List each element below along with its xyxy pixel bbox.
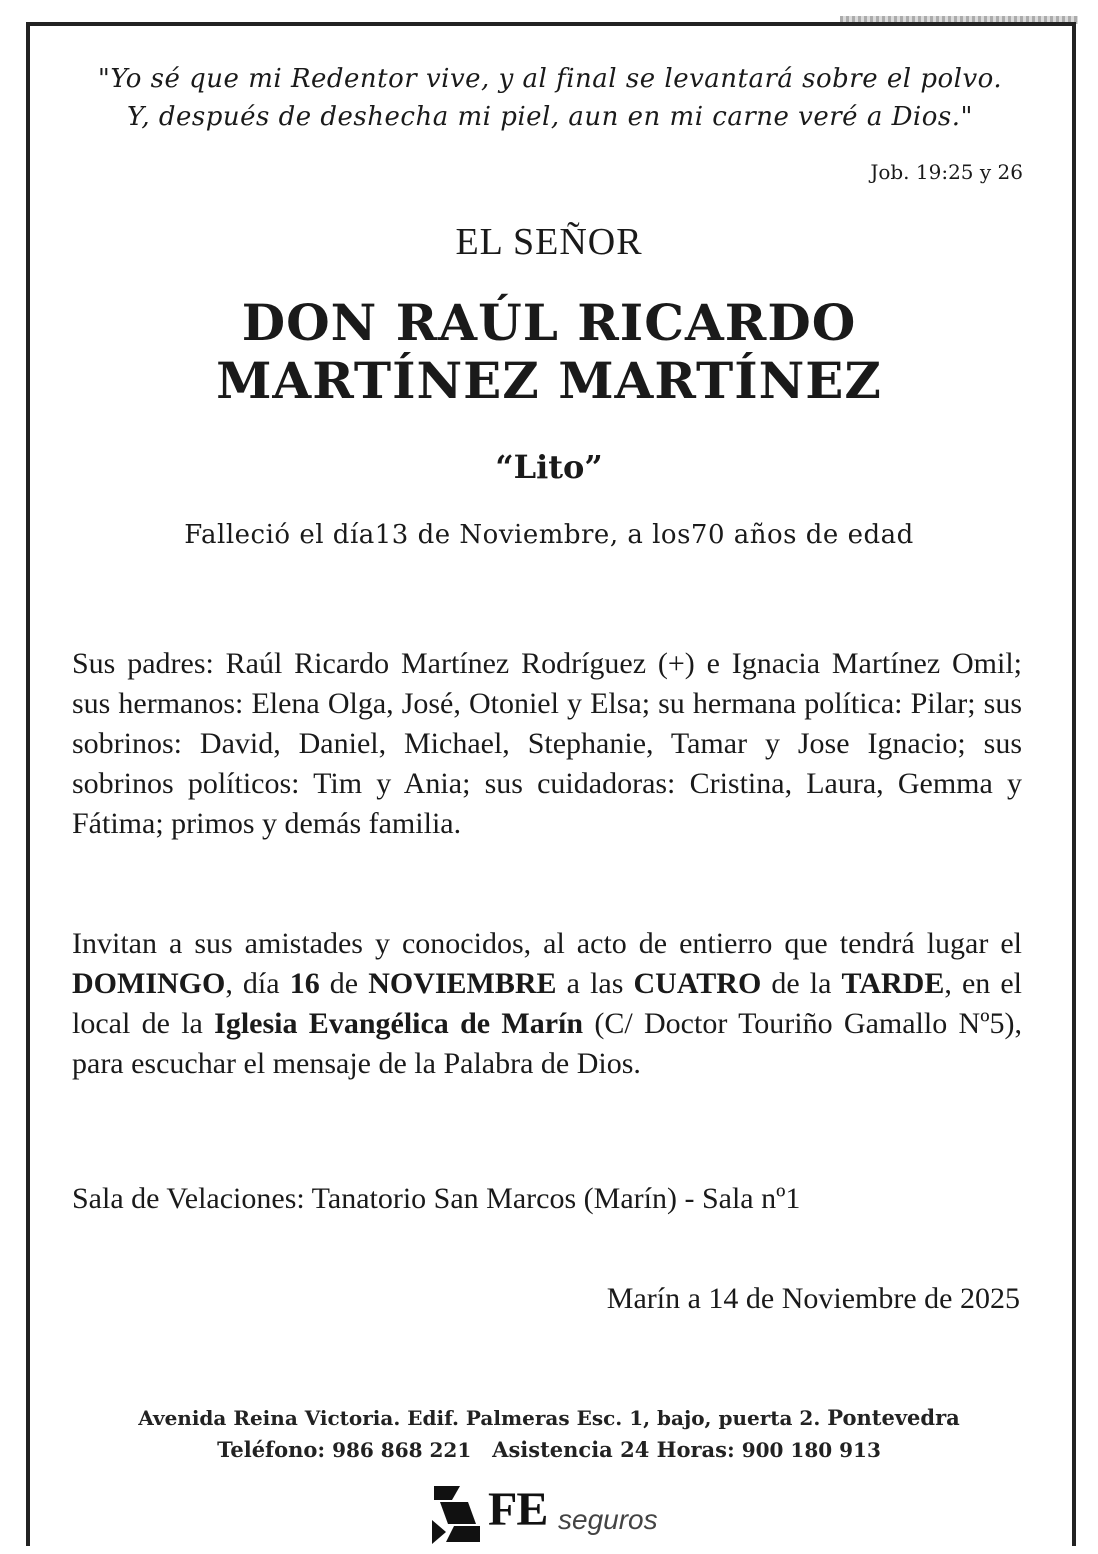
phone-number: 986 868 221 xyxy=(332,1438,472,1462)
fe-seguros-logo xyxy=(430,1478,670,1548)
wake-room: Sala de Velaciones: Tanatorio San Marcos (Marín) - Sala nº1 xyxy=(72,1182,801,1215)
logo-brand: FE xyxy=(488,1483,548,1536)
quote-line-2: Y, después de deshecha mi piel, aun en mi carne veré a Dios." xyxy=(127,102,973,132)
honorific-title: EL SEÑOR xyxy=(455,221,643,263)
footer-address-line xyxy=(0,1402,1098,1434)
invitation-paragraph: Invitan a sus amistades y conocidos, al acto de entierro que tendrá lugar el DOMINGO, día 16 de NOVIEMBRE a las CUATRO de la TARDE, en el local de la Iglesia Evangélica de Marín (C/ Doctor Touriño Gamallo Nº5), para escuchar el mensaje de la Palabra de Dios. xyxy=(72,927,1023,1080)
footer-contact xyxy=(0,1402,1098,1466)
deceased-name xyxy=(0,294,1098,410)
assist-phone: 900 180 913 xyxy=(741,1438,881,1462)
fe-logo-icon xyxy=(430,1480,484,1546)
assist-label: Asistencia 24 Horas: xyxy=(492,1437,735,1462)
phone-label: Teléfono: xyxy=(217,1437,326,1462)
quote-line-1: "Yo sé que mi Redentor vive, y al final se levantará sobre el polvo. xyxy=(97,64,1003,94)
logo-suffix: seguros xyxy=(558,1504,658,1535)
bible-quote xyxy=(70,60,1030,136)
death-notice: Falleció el día13 de Noviembre, a los70 años de edad xyxy=(184,520,914,550)
footer-address: Avenida Reina Victoria. Edif. Palmeras Esc. 1, bajo, puerta 2. xyxy=(138,1406,821,1430)
footer-city: Pontevedra xyxy=(827,1405,960,1430)
place-date: Marín a 14 de Noviembre de 2025 xyxy=(606,1282,1020,1315)
footer-phones-line xyxy=(0,1434,1098,1466)
name-line-1: DON RAÚL RICARDO xyxy=(241,293,857,352)
family-paragraph: Sus padres: Raúl Ricardo Martínez Rodríguez (+) e Ignacia Martínez Omil; sus hermanos: Elena Olga, José, Otoniel y Elsa; su hermana política: Pilar; sus sobrinos: David, Daniel, Michael, Stephanie, Tamar y Jose Ignacio; sus sobrinos políticos: Tim y Ania; sus cuidadoras: Cristina, Laura, Gemma y Fátima; primos y demás familia. xyxy=(72,647,1022,840)
nickname: “Lito” xyxy=(495,448,603,486)
name-line-2: MARTÍNEZ MARTÍNEZ xyxy=(216,351,882,410)
quote-reference: Job. 19:25 y 26 xyxy=(870,160,1023,184)
